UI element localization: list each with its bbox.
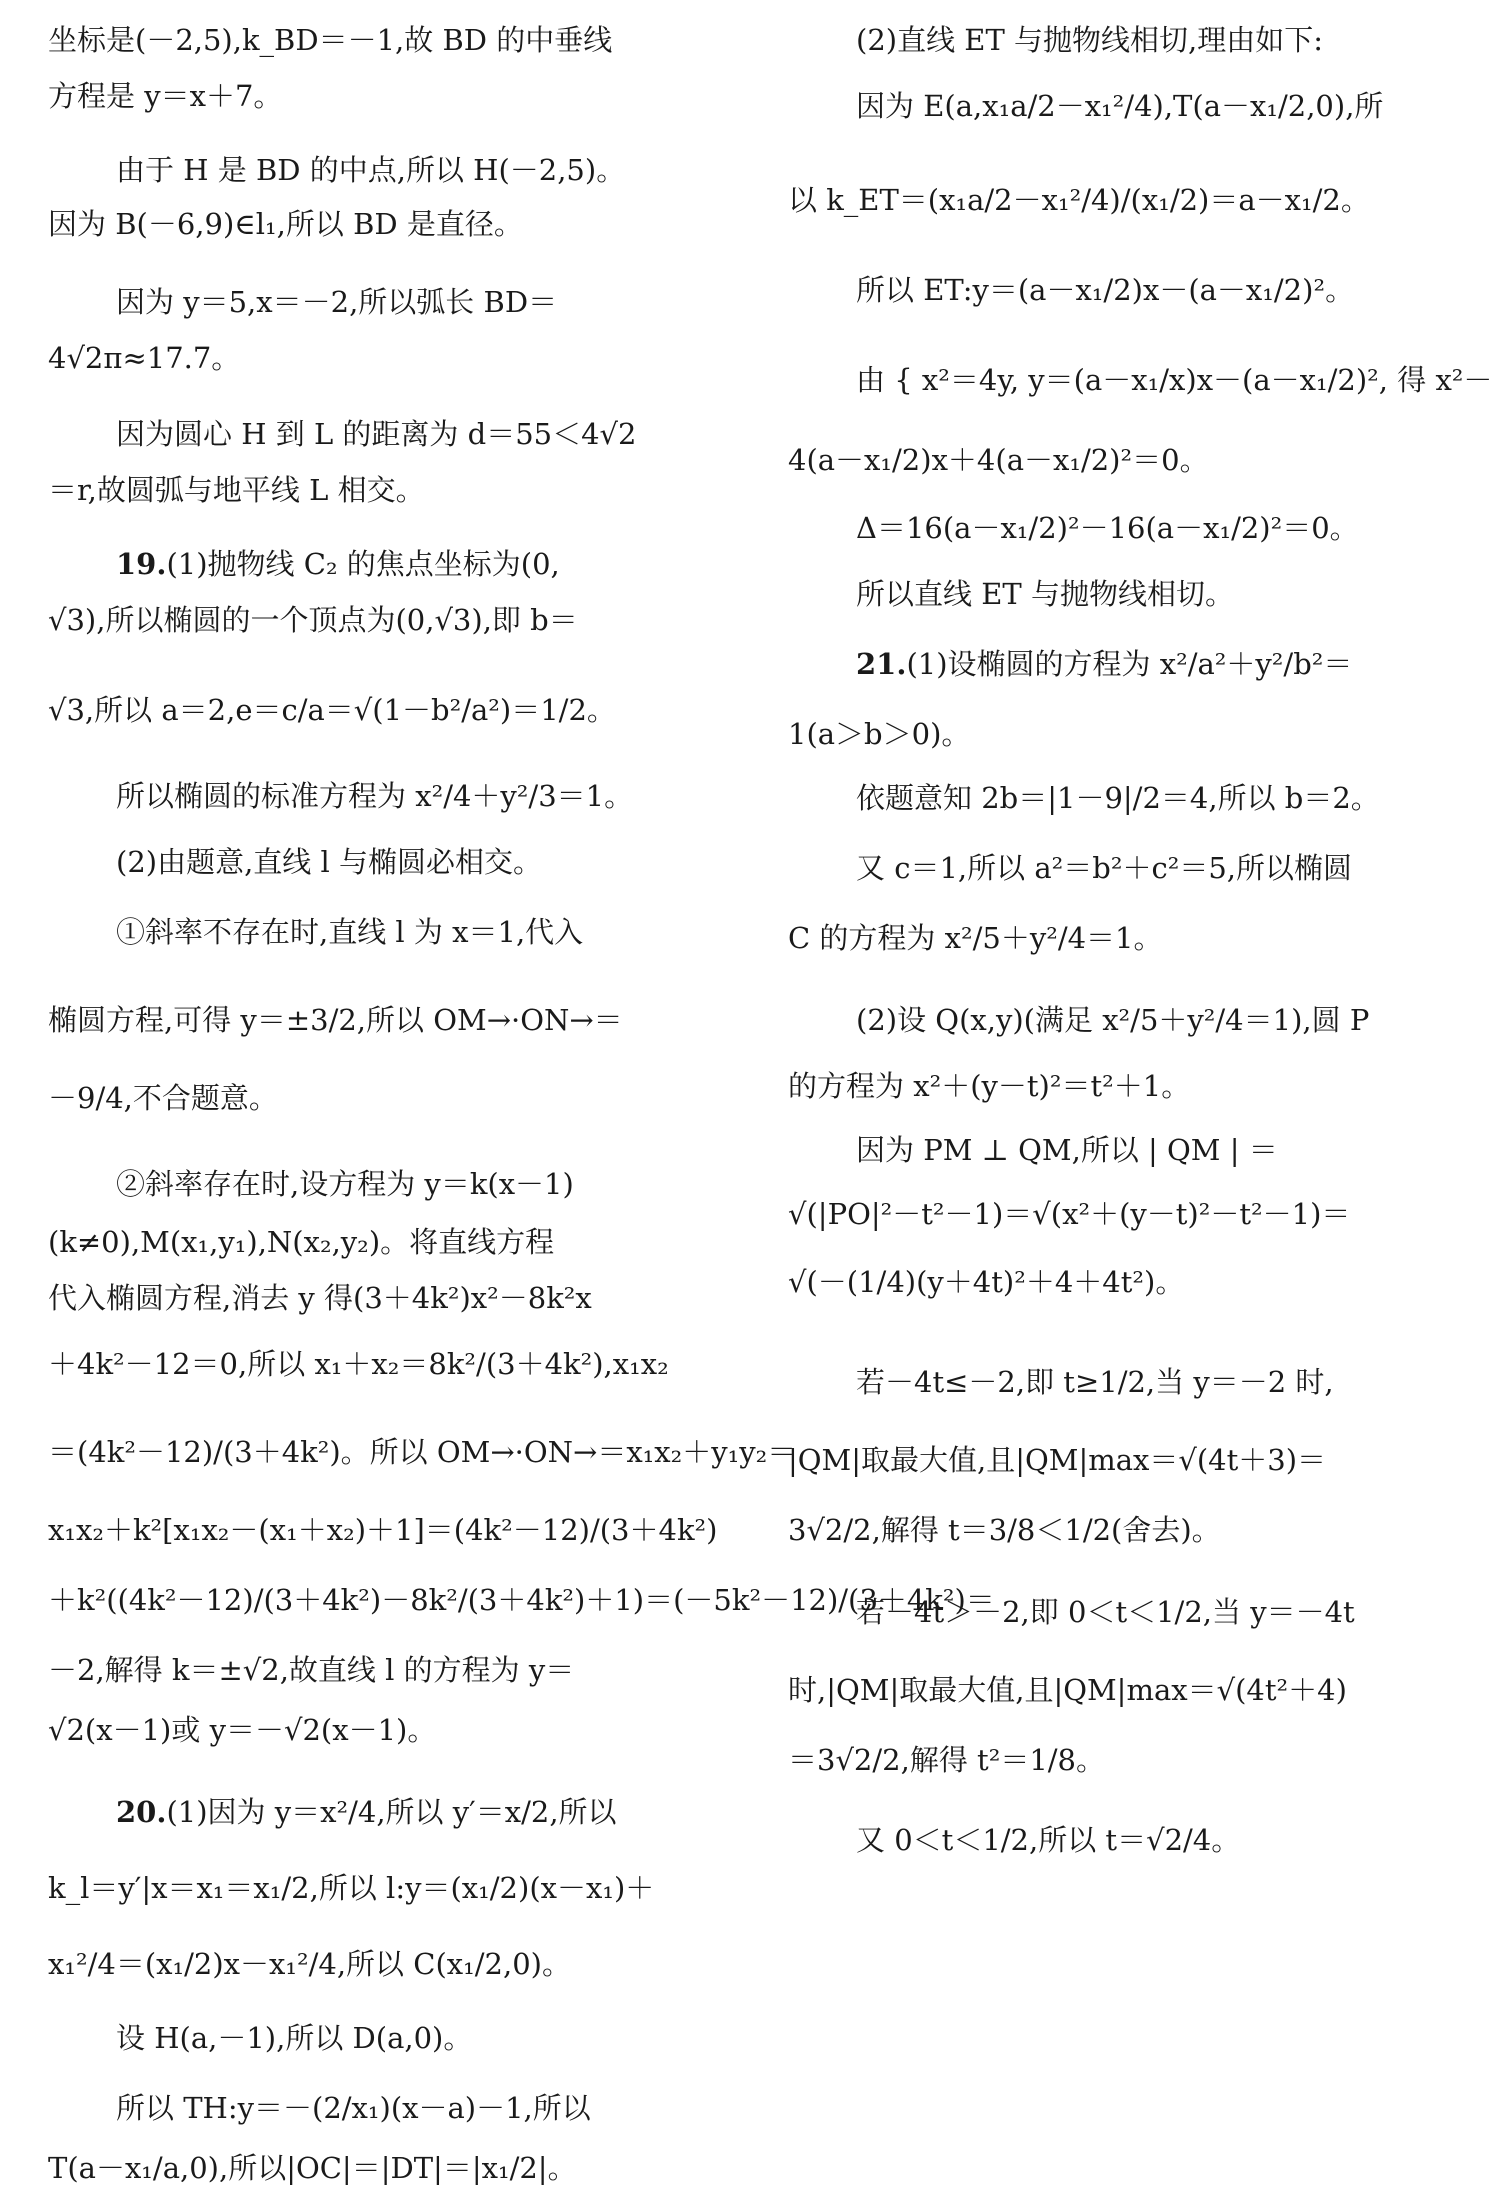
right-column-line: 由 { x²＝4y, y＝(a－x₁/x)x－(a－x₁/2)², 得 x²－ bbox=[856, 363, 1493, 397]
left-column-line: √3,所以 a＝2,e＝c/a＝√(1－b²/a²)＝1/2。 bbox=[48, 693, 616, 727]
right-column-line: 所以直线 ET 与抛物线相切。 bbox=[856, 577, 1234, 611]
right-column-line: ＝3√2/2,解得 t²＝1/8。 bbox=[788, 1743, 1105, 1777]
left-column-line: 19.(1)抛物线 C₂ 的焦点坐标为(0, bbox=[116, 547, 560, 581]
left-column-line: k_l＝y′|x＝x₁＝x₁/2,所以 l:y＝(x₁/2)(x－x₁)＋ bbox=[48, 1871, 655, 1905]
right-column-line: 若－4t≤－2,即 t≥1/2,当 y＝－2 时, bbox=[856, 1365, 1334, 1399]
left-column-line: ＝r,故圆弧与地平线 L 相交。 bbox=[48, 473, 425, 507]
left-column-line: 所以 TH:y＝－(2/x₁)(x－a)－1,所以 bbox=[116, 2091, 591, 2125]
left-column-line: (k≠0),M(x₁,y₁),N(x₂,y₂)。将直线方程 bbox=[48, 1225, 555, 1259]
right-column-line: 若－4t＞－2,即 0＜t＜1/2,当 y＝－4t bbox=[856, 1595, 1355, 1629]
left-column-line: －2,解得 k＝±√2,故直线 l 的方程为 y＝ bbox=[48, 1653, 575, 1687]
right-column-line: √(|PO|²－t²－1)＝√(x²＋(y－t)²－t²－1)＝ bbox=[788, 1197, 1351, 1231]
left-column-line: ①斜率不存在时,直线 l 为 x＝1,代入 bbox=[116, 915, 584, 949]
left-column-line: 坐标是(－2,5),k_BD＝－1,故 BD 的中垂线 bbox=[48, 23, 613, 57]
left-column-line: √2(x－1)或 y＝－√2(x－1)。 bbox=[48, 1713, 437, 1747]
right-column-line: 4(a－x₁/2)x＋4(a－x₁/2)²＝0。 bbox=[788, 443, 1209, 477]
left-column-line: 因为圆心 H 到 L 的距离为 d＝55＜4√2 bbox=[116, 417, 637, 451]
left-column-line: 设 H(a,－1),所以 D(a,0)。 bbox=[116, 2021, 473, 2055]
left-column-line: 因为 y＝5,x＝－2,所以弧长 BD＝ bbox=[116, 285, 558, 319]
left-column-line: x₁²/4＝(x₁/2)x－x₁²/4,所以 C(x₁/2,0)。 bbox=[48, 1947, 571, 1981]
right-column-line: Δ＝16(a－x₁/2)²－16(a－x₁/2)²＝0。 bbox=[856, 511, 1359, 545]
right-column-line: 所以 ET:y＝(a－x₁/2)x－(a－x₁/2)²。 bbox=[856, 273, 1355, 307]
left-column-line: (2)由题意,直线 l 与椭圆必相交。 bbox=[116, 845, 543, 879]
right-column-line: 又 0＜t＜1/2,所以 t＝√2/4。 bbox=[856, 1823, 1241, 1857]
left-column-line: 因为 B(－6,9)∈l₁,所以 BD 是直径。 bbox=[48, 207, 523, 241]
right-column-line: (2)设 Q(x,y)(满足 x²/5＋y²/4＝1),圆 P bbox=[856, 1003, 1370, 1037]
left-column-line: ＋4k²－12＝0,所以 x₁＋x₂＝8k²/(3＋4k²),x₁x₂ bbox=[48, 1347, 669, 1381]
right-column-line: 时,|QM|取最大值,且|QM|max＝√(4t²＋4) bbox=[788, 1673, 1347, 1707]
left-column-line: 代入椭圆方程,消去 y 得(3＋4k²)x²－8k²x bbox=[48, 1281, 592, 1315]
right-column-line: |QM|取最大值,且|QM|max＝√(4t＋3)＝ bbox=[788, 1443, 1327, 1477]
left-column-line: 4√2π≈17.7。 bbox=[48, 341, 241, 375]
left-column-line: 由于 H 是 BD 的中点,所以 H(－2,5)。 bbox=[116, 153, 626, 187]
right-column-line: 1(a＞b＞0)。 bbox=[788, 717, 971, 751]
left-column-line: ②斜率存在时,设方程为 y＝k(x－1) bbox=[116, 1167, 574, 1201]
left-column-line: T(a－x₁/a,0),所以|OC|＝|DT|＝|x₁/2|。 bbox=[48, 2151, 577, 2185]
right-column-line: √(－(1/4)(y＋4t)²＋4＋4t²)。 bbox=[788, 1265, 1185, 1299]
left-column-line: 椭圆方程,可得 y＝±3/2,所以 OM→·ON→＝ bbox=[48, 1003, 623, 1037]
right-column-line: 依题意知 2b＝|1－9|/2＝4,所以 b＝2。 bbox=[856, 781, 1380, 815]
left-column-line: x₁x₂＋k²[x₁x₂－(x₁＋x₂)＋1]＝(4k²－12)/(3＋4k²) bbox=[48, 1513, 718, 1547]
left-column-line: 所以椭圆的标准方程为 x²/4＋y²/3＝1。 bbox=[116, 779, 634, 813]
right-column-line: C 的方程为 x²/5＋y²/4＝1。 bbox=[788, 921, 1163, 955]
left-column-line: 方程是 y＝x＋7。 bbox=[48, 79, 283, 113]
right-column-line: 因为 PM ⊥ QM,所以 | QM | ＝ bbox=[856, 1133, 1278, 1167]
right-column-line: 21.(1)设椭圆的方程为 x²/a²＋y²/b²＝ bbox=[856, 647, 1353, 681]
right-column-line: 的方程为 x²＋(y－t)²＝t²＋1。 bbox=[788, 1069, 1191, 1103]
left-column-line: 20.(1)因为 y＝x²/4,所以 y′＝x/2,所以 bbox=[116, 1795, 617, 1829]
right-column-line: 因为 E(a,x₁a/2－x₁²/4),T(a－x₁/2,0),所 bbox=[856, 89, 1384, 123]
left-column-line: √3),所以椭圆的一个顶点为(0,√3),即 b＝ bbox=[48, 603, 578, 637]
right-column-line: (2)直线 ET 与抛物线相切,理由如下: bbox=[856, 23, 1324, 57]
left-column-line: －9/4,不合题意。 bbox=[48, 1081, 278, 1115]
right-column-line: 3√2/2,解得 t＝3/8＜1/2(舍去)。 bbox=[788, 1513, 1221, 1547]
right-column-line: 又 c＝1,所以 a²＝b²＋c²＝5,所以椭圆 bbox=[856, 851, 1352, 885]
left-column-line: ＋k²((4k²－12)/(3＋4k²)－8k²/(3＋4k²)＋1)＝(－5k²－12)/(3＋4k²)＝ bbox=[48, 1583, 995, 1617]
left-column-line: ＝(4k²－12)/(3＋4k²)。所以 OM→·ON→＝x₁x₂＋y₁y₂＝ bbox=[48, 1435, 797, 1469]
right-column-line: 以 k_ET＝(x₁a/2－x₁²/4)/(x₁/2)＝a－x₁/2。 bbox=[788, 183, 1370, 217]
